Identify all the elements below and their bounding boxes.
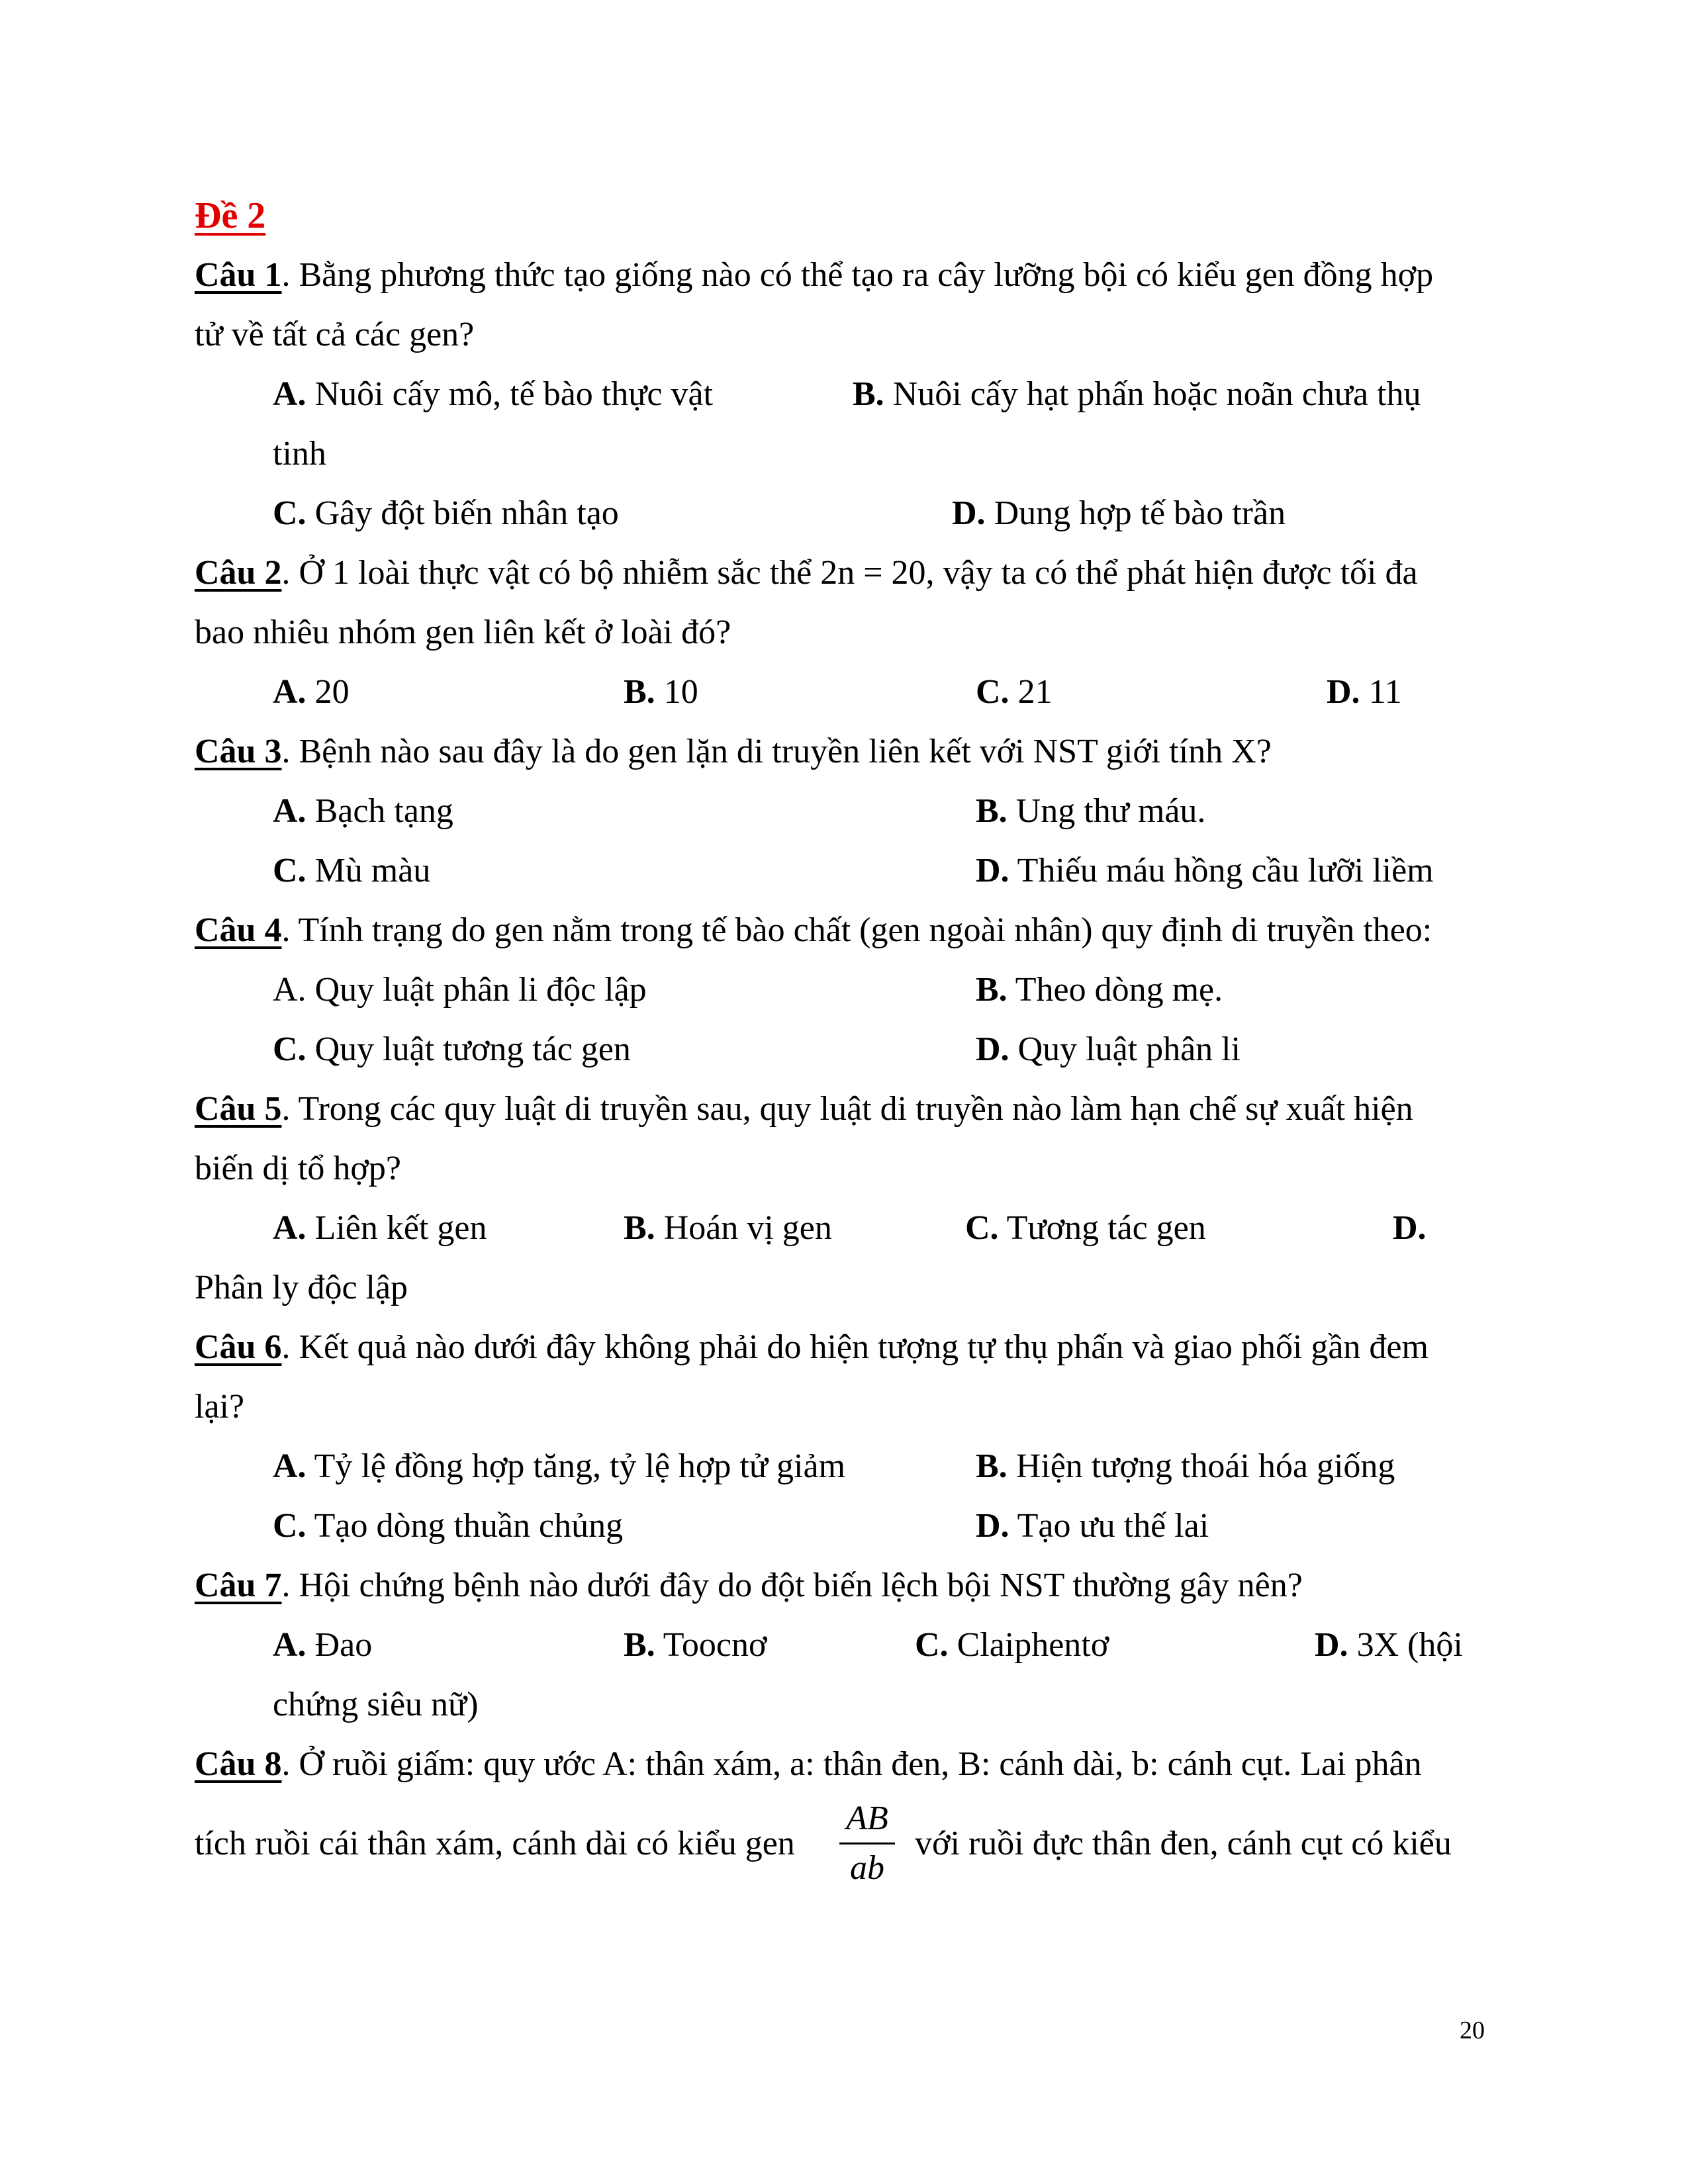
question-1-option-d: D. Dung hợp tế bào trần [952, 494, 1286, 532]
question-3-option-b: B. Ung thư máu. [976, 792, 1206, 830]
question-4-option-b: B. Theo dòng mẹ. [976, 971, 1223, 1009]
question-4-option-a: A. Quy luật phân li độc lập [273, 971, 647, 1009]
question-5-option-b: B. Hoán vị gen [624, 1209, 832, 1247]
question-4-option-c: C. Quy luật tương tác gen [273, 1030, 631, 1068]
page-title: Đề 2 [195, 195, 266, 236]
question-1-text: . Bằng phương thức tạo giống nào có thể tạo ra cây lưỡng bội có kiểu gen đồng hợp [281, 256, 1434, 294]
question-3-stem: Câu 3. Bệnh nào sau đây là do gen lặn di truyền liên kết với NST giới tính X? [195, 733, 1272, 770]
question-7-stem: Câu 7. Hội chứng bệnh nào dưới đây do đột biến lệch bội NST thường gây nên? [195, 1567, 1303, 1604]
question-2-option-a: A. 20 [273, 673, 350, 711]
question-5-stem: Câu 5. Trong các quy luật di truyền sau, quy luật di truyền nào làm hạn chế sự xuất hiện [195, 1090, 1413, 1128]
question-4-option-d: D. Quy luật phân li [976, 1030, 1241, 1068]
question-5-option-d: D. [1393, 1209, 1427, 1247]
question-5-option-a: A. Liên kết gen [273, 1209, 487, 1247]
question-7-label: Câu 7 [195, 1567, 282, 1604]
question-5-option-c: C. Tương tác gen [965, 1209, 1206, 1247]
question-7-option-b: B. Toocnơ [624, 1626, 767, 1664]
question-2-stem-cont: bao nhiêu nhóm gen liên kết ở loài đó? [195, 614, 731, 651]
question-6-option-d: D. Tạo ưu thế lai [976, 1507, 1209, 1545]
question-1-label: Câu 1 [195, 256, 282, 294]
question-7-option-c: C. Claiphentơ [915, 1626, 1109, 1664]
question-2-stem: Câu 2. Ở 1 loài thực vật có bộ nhiễm sắc thể 2n = 20, vậy ta có thể phát hiện được tối đa [195, 554, 1418, 592]
question-2-option-b: B. 10 [624, 673, 698, 711]
question-8-label: Câu 8 [195, 1745, 282, 1783]
question-6-option-a: A. Tỷ lệ đồng hợp tăng, tỷ lệ hợp tử giảm [273, 1447, 846, 1485]
question-6-label: Câu 6 [195, 1328, 282, 1366]
page-number: 20 [1460, 2017, 1485, 2044]
question-8-stem-cont-a: tích ruồi cái thân xám, cánh dài có kiểu gen [195, 1825, 795, 1862]
question-2-option-c: C. 21 [976, 673, 1053, 711]
question-7-option-d: D. 3X (hội [1315, 1626, 1463, 1664]
fraction-numerator: AB [839, 1799, 895, 1844]
question-6-option-b: B. Hiện tượng thoái hóa giống [976, 1447, 1395, 1485]
question-2-label: Câu 2 [195, 554, 282, 592]
question-5-stem-cont: biến dị tổ hợp? [195, 1150, 401, 1187]
question-3-label: Câu 3 [195, 733, 282, 770]
question-3-option-d: D. Thiếu máu hồng cầu lưỡi liềm [976, 852, 1434, 889]
question-6-option-c: C. Tạo dòng thuần chủng [273, 1507, 624, 1545]
question-8-stem: Câu 8. Ở ruồi giấm: quy ước A: thân xám, a: thân đen, B: cánh dài, b: cánh cụt. Lai phân [195, 1745, 1422, 1783]
question-1-stem [195, 255, 1433, 295]
question-6-stem-cont: lại? [195, 1388, 245, 1426]
question-3-option-a: A. Bạch tạng [273, 792, 453, 830]
fraction-denominator: ab [850, 1849, 884, 1887]
question-4-label: Câu 4 [195, 911, 282, 949]
question-5-option-d-cont: Phân ly độc lập [195, 1269, 408, 1306]
question-7-option-a: A. Đao [273, 1626, 373, 1664]
question-6-stem: Câu 6. Kết quả nào dưới đây không phải do hiện tượng tự thụ phấn và giao phối gần đem [195, 1328, 1429, 1366]
question-4-stem: Câu 4. Tính trạng do gen nằm trong tế bào chất (gen ngoài nhân) quy định di truyền theo: [195, 911, 1432, 949]
question-8-stem-cont-b: với ruồi đực thân đen, cánh cụt có kiểu [915, 1825, 1452, 1862]
question-1-option-b: B. Nuôi cấy hạt phấn hoặc noãn chưa thụ [853, 375, 1421, 413]
genotype-fraction [839, 1799, 895, 1888]
question-3-option-c: C. Mù màu [273, 852, 431, 889]
question-1-option-c: C. Gây đột biến nhân tạo [273, 494, 619, 532]
question-7-option-d-cont: chứng siêu nữ) [273, 1686, 479, 1723]
question-5-label: Câu 5 [195, 1090, 282, 1128]
question-1-option-b-cont: tinh [273, 435, 326, 473]
question-2-option-d: D. 11 [1327, 673, 1402, 711]
question-1-option-a: A. Nuôi cấy mô, tế bào thực vật [273, 375, 714, 413]
question-1-stem-cont: tử về tất cả các gen? [195, 316, 475, 353]
